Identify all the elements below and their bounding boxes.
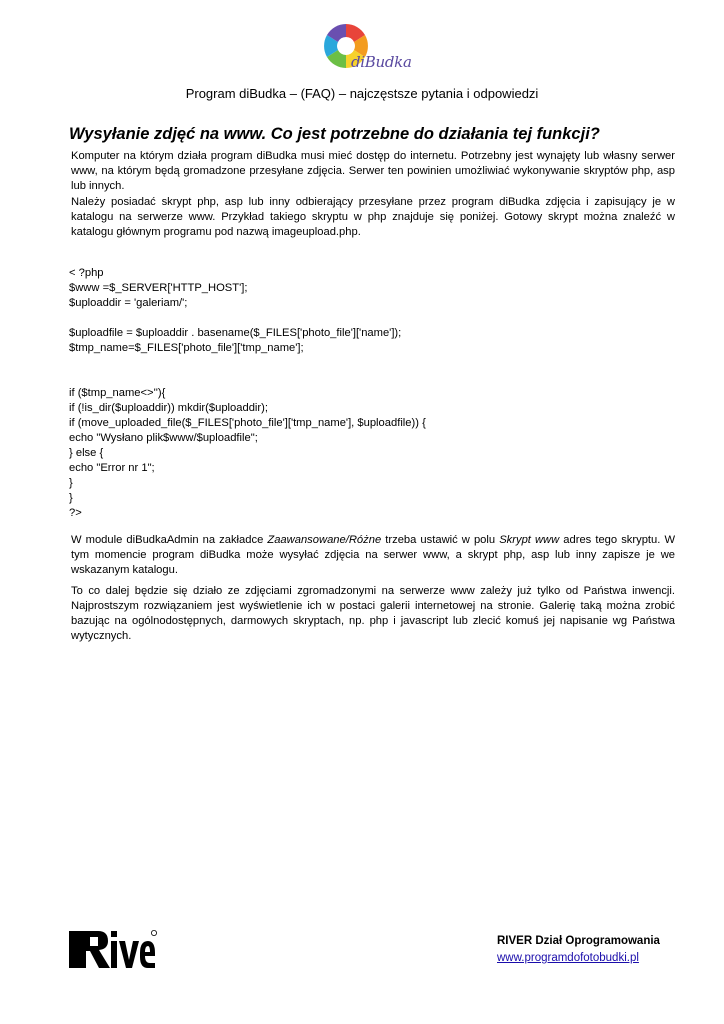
setting-tab-name: Zaawansowane/Różne (267, 534, 382, 546)
code-line (69, 311, 426, 326)
code-line: $uploaddir = 'galeriam/'; (69, 297, 188, 309)
text-span: W module diBudkaAdmin na zakładce (71, 534, 268, 546)
code-line: if (move_uploaded_file($_FILES['photo_file']['tmp_name'], $uploadfile)) { (69, 417, 426, 429)
code-line: $uploadfile = $uploaddir . basename($_FILES['photo_file']['name']); (69, 327, 402, 339)
faq-question-heading: Wysyłanie zdjęć na www. Co jest potrzebne do działania tej funkcji? (69, 125, 600, 143)
paragraph-gallery: To co dalej będzie się działo ze zdjęciami zgromadzonymi na serwerze www zależy już tylko od Państwa inwencji. Najprostszym rozwiązaniem jest wyświetlenie ich w postaci galerii internetowej na stronie. Galerię taką można zrobić bazując na ogólnodostępnych, darmowych skryptach, np. php i javascript lub zlecić komuś jej napisanie wg Państwa wytycznych. (71, 585, 675, 642)
code-line: } (69, 492, 73, 504)
paragraph-script: Należy posiadać skrypt php, asp lub inny odbierający przesyłane przez program diBudka zdjęcia i zapisujący je w katalogu na serwerze www. Przykład takiego skryptu w php znajduje się poniżej. Gotowy skrypt można znaleźć w katalogu głównym programu pod nazwą imageupload.php. (71, 196, 675, 238)
paragraph-requirements: Komputer na którym działa program diBudka musi mieć dostęp do internetu. Potrzebny jest wynajęty lub własny serwer www, na którym będą gromadzone przesyłane zdjęcia. Serwer ten powinien umożliwiać wykonywanie skryptów php, asp lub innych. (71, 150, 675, 192)
paragraph-admin-setting (71, 533, 675, 578)
code-line: } (69, 477, 73, 489)
code-line: if (!is_dir($uploaddir)) mkdir($uploaddir); (69, 402, 268, 414)
setting-field-name: Skrypt www (499, 534, 560, 546)
code-line (69, 371, 426, 386)
code-line (69, 356, 426, 371)
text-span: trzeba ustawić w polu (381, 534, 500, 546)
code-line: echo "Error nr 1"; (69, 462, 155, 474)
code-line: ?> (69, 507, 82, 519)
logo-wordmark: diBudka (351, 53, 412, 71)
river-logo (68, 929, 158, 971)
footer-website-link[interactable]: www.programdofotobudki.pl (497, 952, 639, 964)
footer-company-name: RIVER Dział Oprogramowania (497, 935, 660, 947)
text-span: adres tego skryptu. W tym momencie program diBudka może wysyłać zdjęcia na serwer www, a skrypt php, asp lub inny zapisze je we wskazanym katalogu. (71, 534, 675, 576)
code-line: if ($tmp_name<>''){ (69, 387, 166, 399)
code-line: < ?php (69, 267, 104, 279)
code-line: echo "Wysłano plik$www/$uploadfile"; (69, 432, 258, 444)
code-line: $www =$_SERVER['HTTP_HOST']; (69, 282, 248, 294)
code-line: $tmp_name=$_FILES['photo_file']['tmp_name']; (69, 342, 304, 354)
code-line: } else { (69, 447, 104, 459)
php-code-block (69, 266, 426, 521)
document-subtitle: Program diBudka – (FAQ) – najczęstsze pytania i odpowiedzi (185, 86, 539, 101)
